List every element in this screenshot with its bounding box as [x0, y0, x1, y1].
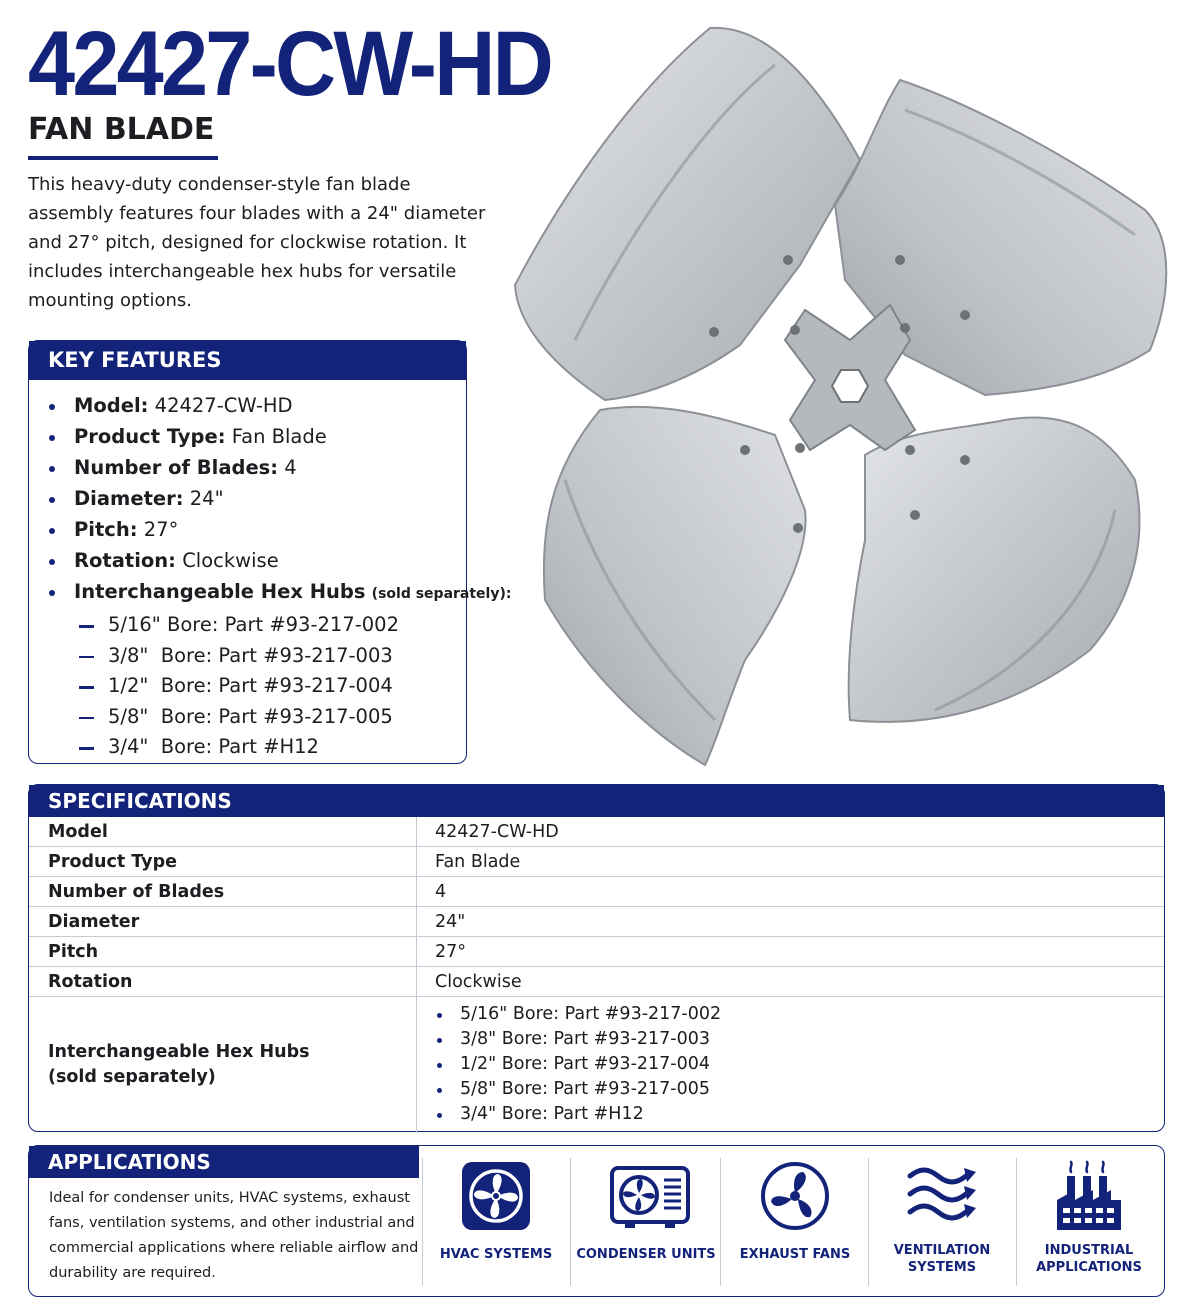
feature-item-hex-hubs: Interchangeable Hex Hubs (sold separately): [48, 576, 466, 610]
hub-option: 3/8" Bore: Part #93-217-003 [79, 641, 466, 672]
applications-header: APPLICATIONS [29, 1146, 419, 1178]
list-item: 3/4" Bore: Part #H12 [435, 1102, 721, 1127]
key-features-header: KEY FEATURES [29, 341, 466, 380]
application-industrial: INDUSTRIAL APPLICATIONS [1019, 1158, 1159, 1288]
product-description: This heavy-duty condenser-style fan blade assembly features four blades with a 24" diameter and 27° pitch, designed for clockwise rotation. It includes interchangeable hex hubs for versatile mounting options. [28, 174, 486, 311]
feature-item: Pitch: 27° [48, 514, 466, 545]
table-row: Diameter 24" [29, 907, 1164, 937]
feature-item: Model: 42427-CW-HD [48, 390, 466, 421]
fan-blade-product-image [505, 10, 1195, 775]
table-row: Pitch 27° [29, 937, 1164, 967]
exhaust-fan-icon [759, 1160, 831, 1232]
title-underline [28, 156, 218, 160]
hvac-fan-icon [460, 1160, 532, 1232]
application-ventilation-systems: VENTILATION SYSTEMS [872, 1158, 1012, 1288]
specifications-header: SPECIFICATIONS [29, 785, 1164, 817]
divider [868, 1158, 869, 1286]
hub-option: 1/2" Bore: Part #93-217-004 [79, 671, 466, 702]
list-item: 5/8" Bore: Part #93-217-005 [435, 1077, 721, 1102]
divider [720, 1158, 721, 1286]
list-item: 1/2" Bore: Part #93-217-004 [435, 1052, 721, 1077]
applications-description: Ideal for condenser units, HVAC systems, exhaust fans, ventilation systems, and other industrial and commercial applications where reliable airflow and durability are required. [49, 1190, 419, 1281]
model-title: 42427-CW-HD [28, 13, 551, 115]
key-features-list [29, 380, 512, 610]
table-row: Number of Blades 4 [29, 877, 1164, 907]
hex-hub-options-list [29, 610, 466, 763]
application-exhaust-fans: EXHAUST FANS [725, 1158, 865, 1288]
application-condenser-units: CONDENSER UNITS [576, 1158, 716, 1288]
table-row: Product Type Fan Blade [29, 847, 1164, 877]
feature-item: Number of Blades: 4 [48, 452, 466, 483]
list-item: 3/8" Bore: Part #93-217-003 [435, 1027, 721, 1052]
product-subtitle: FAN BLADE [28, 112, 215, 147]
feature-item: Product Type: Fan Blade [48, 421, 466, 452]
feature-item: Rotation: Clockwise [48, 545, 466, 576]
factory-icon [1053, 1160, 1125, 1232]
applications-panel [28, 1145, 1165, 1297]
feature-item: Diameter: 24" [48, 483, 466, 514]
divider [1016, 1158, 1017, 1286]
list-item: 5/16" Bore: Part #93-217-002 [435, 1002, 721, 1027]
hub-option: 3/4" Bore: Part #H12 [79, 732, 466, 763]
hub-option: 5/16" Bore: Part #93-217-002 [79, 610, 466, 641]
divider [570, 1158, 571, 1286]
application-hvac-systems: HVAC SYSTEMS [426, 1158, 566, 1288]
hex-bore [832, 370, 868, 402]
table-row-hex-hubs: Interchangeable Hex Hubs (sold separately) 5/16" Bore: Part #93-217-002 3/8" Bore: Part #93-217-003 1/2" Bore: Part #93-217-004 5/8" Bore: Part #93-217-005 3/4" Bore: Part #H12 [29, 997, 1164, 1133]
spec-hub-list [435, 1002, 721, 1127]
ventilation-airflow-icon [906, 1160, 978, 1232]
fan-blade-lower-left [544, 407, 806, 765]
table-row: Model 42427-CW-HD [29, 817, 1164, 847]
divider [422, 1158, 423, 1286]
key-features-panel [28, 340, 512, 764]
table-row: Rotation Clockwise [29, 967, 1164, 997]
specifications-panel [28, 784, 1165, 1132]
fan-blade-lower-right [849, 418, 1140, 722]
hub-option: 5/8" Bore: Part #93-217-005 [79, 702, 466, 733]
condenser-unit-icon [604, 1160, 686, 1232]
